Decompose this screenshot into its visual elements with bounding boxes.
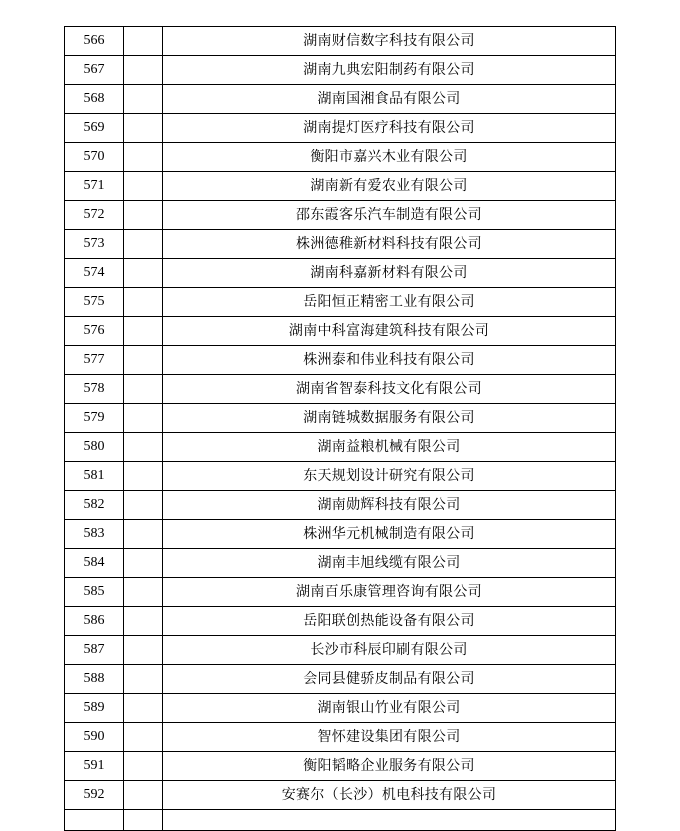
table-row	[65, 114, 616, 143]
row-spacer-cell	[124, 404, 163, 433]
row-spacer-cell	[124, 201, 163, 230]
row-index-cell: 566	[65, 27, 124, 56]
row-index-cell: 589	[65, 694, 124, 723]
row-index-cell: 585	[65, 578, 124, 607]
row-index-cell: 568	[65, 85, 124, 114]
company-name-cell: 湖南九典宏阳制药有限公司	[163, 56, 616, 85]
table-row	[65, 172, 616, 201]
row-spacer-cell	[124, 607, 163, 636]
row-index-cell: 584	[65, 549, 124, 578]
company-name-cell: 东天规划设计研究有限公司	[163, 462, 616, 491]
company-name-cell: 湖南中科富海建筑科技有限公司	[163, 317, 616, 346]
row-spacer-cell	[124, 752, 163, 781]
row-spacer-cell	[124, 636, 163, 665]
row-index-cell: 590	[65, 723, 124, 752]
company-name-cell: 湖南银山竹业有限公司	[163, 694, 616, 723]
row-spacer-cell	[124, 259, 163, 288]
company-name-cell: 衡阳市嘉兴木业有限公司	[163, 143, 616, 172]
row-spacer-cell	[124, 462, 163, 491]
company-name-cell: 岳阳恒正精密工业有限公司	[163, 288, 616, 317]
company-name-cell: 智怀建设集团有限公司	[163, 723, 616, 752]
row-spacer-cell	[124, 27, 163, 56]
row-spacer-cell	[124, 288, 163, 317]
row-index-cell: 582	[65, 491, 124, 520]
table-row	[65, 694, 616, 723]
table-row	[65, 404, 616, 433]
table-row	[65, 636, 616, 665]
company-name-cell: 邵东霞客乐汽车制造有限公司	[163, 201, 616, 230]
table-row	[65, 462, 616, 491]
table-row	[65, 85, 616, 114]
table-row	[65, 810, 616, 831]
row-spacer-cell	[124, 143, 163, 172]
company-name-cell: 湖南提灯医疗科技有限公司	[163, 114, 616, 143]
row-spacer-cell	[124, 810, 163, 831]
row-index-cell: 578	[65, 375, 124, 404]
company-name-cell: 株洲泰和伟业科技有限公司	[163, 346, 616, 375]
row-spacer-cell	[124, 781, 163, 810]
table-row	[65, 752, 616, 781]
row-spacer-cell	[124, 85, 163, 114]
row-index-cell: 571	[65, 172, 124, 201]
row-index-cell: 574	[65, 259, 124, 288]
table-row	[65, 781, 616, 810]
table-row	[65, 346, 616, 375]
row-spacer-cell	[124, 694, 163, 723]
company-name-cell: 湖南丰旭线缆有限公司	[163, 549, 616, 578]
row-index-cell: 573	[65, 230, 124, 259]
table-row	[65, 288, 616, 317]
row-index-cell: 591	[65, 752, 124, 781]
table-row	[65, 27, 616, 56]
company-name-cell: 会同县健骄皮制品有限公司	[163, 665, 616, 694]
row-index-cell: 581	[65, 462, 124, 491]
row-index-cell: 577	[65, 346, 124, 375]
table-row	[65, 549, 616, 578]
row-index-cell: 587	[65, 636, 124, 665]
table-row	[65, 143, 616, 172]
enterprise-list-table-wrapper	[64, 26, 614, 831]
table-row	[65, 375, 616, 404]
row-spacer-cell	[124, 317, 163, 346]
table-row	[65, 607, 616, 636]
row-spacer-cell	[124, 520, 163, 549]
company-name-cell: 湖南科嘉新材料有限公司	[163, 259, 616, 288]
row-spacer-cell	[124, 723, 163, 752]
row-spacer-cell	[124, 114, 163, 143]
table-body	[65, 27, 616, 831]
table-row	[65, 723, 616, 752]
enterprise-list-table	[64, 26, 616, 831]
company-name-cell: 衡阳韬略企业服务有限公司	[163, 752, 616, 781]
row-spacer-cell	[124, 230, 163, 259]
company-name-cell: 湖南新有爱农业有限公司	[163, 172, 616, 201]
row-index-cell: 572	[65, 201, 124, 230]
company-name-cell: 湖南省智泰科技文化有限公司	[163, 375, 616, 404]
table-row	[65, 56, 616, 85]
table-row	[65, 201, 616, 230]
row-spacer-cell	[124, 433, 163, 462]
table-row	[65, 433, 616, 462]
row-index-cell: 583	[65, 520, 124, 549]
company-name-cell: 株洲华元机械制造有限公司	[163, 520, 616, 549]
table-row	[65, 230, 616, 259]
row-spacer-cell	[124, 375, 163, 404]
table-row	[65, 520, 616, 549]
row-spacer-cell	[124, 549, 163, 578]
company-name-cell: 岳阳联创热能设备有限公司	[163, 607, 616, 636]
company-name-cell: 长沙市科辰印刷有限公司	[163, 636, 616, 665]
company-name-cell: 湖南勋辉科技有限公司	[163, 491, 616, 520]
table-row	[65, 578, 616, 607]
row-spacer-cell	[124, 56, 163, 85]
row-spacer-cell	[124, 346, 163, 375]
row-index-cell: 576	[65, 317, 124, 346]
row-index-cell: 570	[65, 143, 124, 172]
company-name-cell: 湖南益粮机械有限公司	[163, 433, 616, 462]
company-name-cell: 株洲德稚新材料科技有限公司	[163, 230, 616, 259]
row-index-cell: 586	[65, 607, 124, 636]
row-index-cell	[65, 810, 124, 831]
row-spacer-cell	[124, 491, 163, 520]
table-row	[65, 259, 616, 288]
row-index-cell: 569	[65, 114, 124, 143]
row-index-cell: 567	[65, 56, 124, 85]
company-name-cell: 湖南链城数据服务有限公司	[163, 404, 616, 433]
company-name-cell: 安赛尔（长沙）机电科技有限公司	[163, 781, 616, 810]
company-name-cell	[163, 810, 616, 831]
table-row	[65, 491, 616, 520]
company-name-cell: 湖南百乐康管理咨询有限公司	[163, 578, 616, 607]
table-row	[65, 317, 616, 346]
row-index-cell: 580	[65, 433, 124, 462]
row-index-cell: 592	[65, 781, 124, 810]
row-spacer-cell	[124, 665, 163, 694]
row-index-cell: 575	[65, 288, 124, 317]
row-index-cell: 588	[65, 665, 124, 694]
row-spacer-cell	[124, 172, 163, 201]
row-spacer-cell	[124, 578, 163, 607]
row-index-cell: 579	[65, 404, 124, 433]
company-name-cell: 湖南国湘食品有限公司	[163, 85, 616, 114]
table-row	[65, 665, 616, 694]
company-name-cell: 湖南财信数字科技有限公司	[163, 27, 616, 56]
